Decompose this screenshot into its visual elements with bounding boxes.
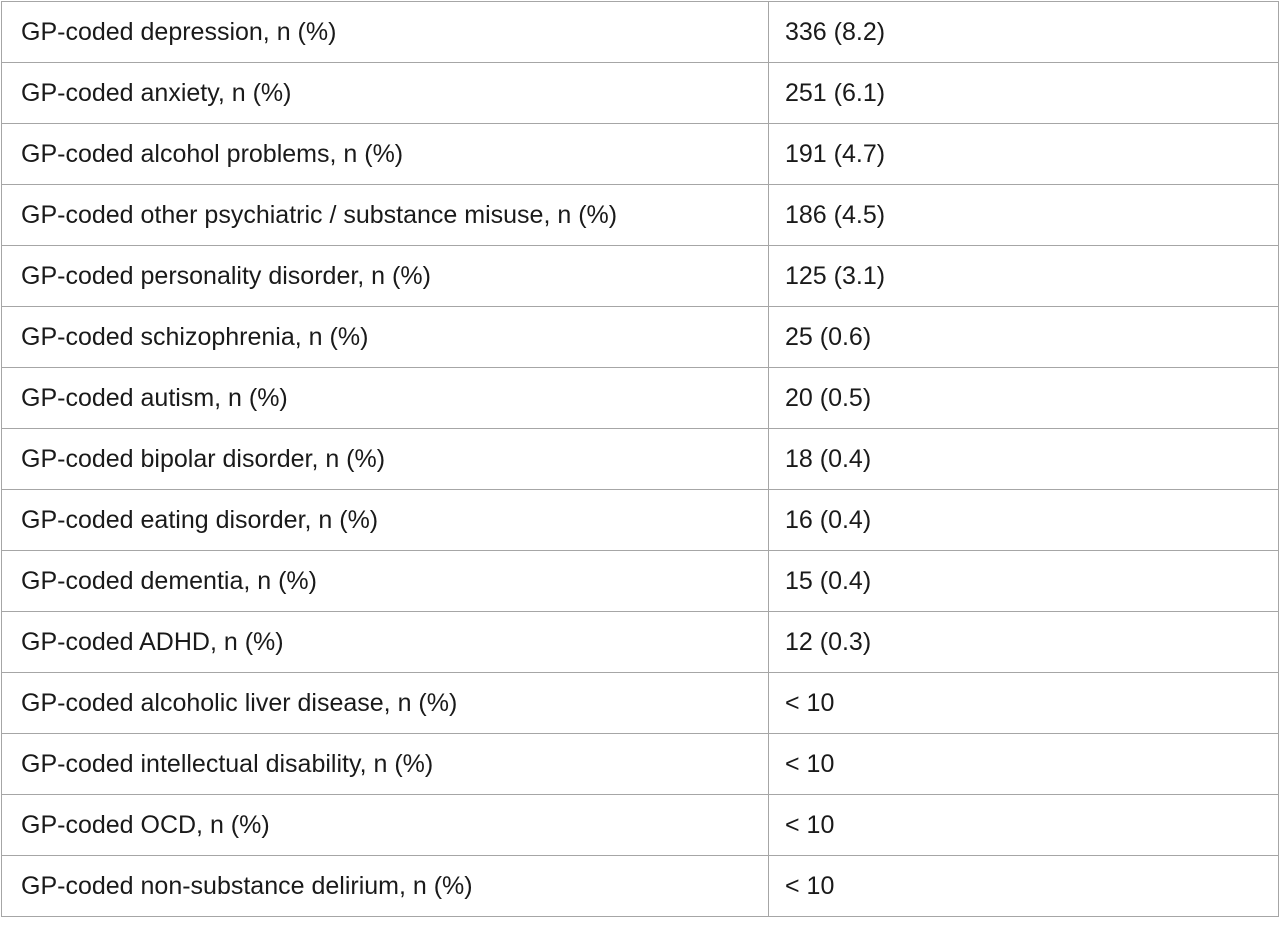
table-row [2,63,1279,124]
row-label: GP-coded ADHD, n (%) [2,612,769,673]
row-value: < 10 [769,856,1279,917]
row-value: 186 (4.5) [769,185,1279,246]
table-row [2,612,1279,673]
row-label: GP-coded schizophrenia, n (%) [2,307,769,368]
row-label: GP-coded bipolar disorder, n (%) [2,429,769,490]
table-row [2,856,1279,917]
row-label: GP-coded autism, n (%) [2,368,769,429]
row-label: GP-coded depression, n (%) [2,2,769,63]
row-value: 12 (0.3) [769,612,1279,673]
row-value: 25 (0.6) [769,307,1279,368]
table-row [2,368,1279,429]
row-value: 336 (8.2) [769,2,1279,63]
row-value: 16 (0.4) [769,490,1279,551]
row-label: GP-coded intellectual disability, n (%) [2,734,769,795]
table-row [2,551,1279,612]
row-label: GP-coded non-substance delirium, n (%) [2,856,769,917]
table-row [2,307,1279,368]
row-label: GP-coded other psychiatric / substance misuse, n (%) [2,185,769,246]
row-value: < 10 [769,795,1279,856]
row-value: 251 (6.1) [769,63,1279,124]
row-label: GP-coded personality disorder, n (%) [2,246,769,307]
table-row [2,673,1279,734]
row-value: 125 (3.1) [769,246,1279,307]
row-value: < 10 [769,673,1279,734]
row-value: 191 (4.7) [769,124,1279,185]
table-row [2,490,1279,551]
diagnosis-table [1,1,1279,917]
table-row [2,2,1279,63]
row-label: GP-coded anxiety, n (%) [2,63,769,124]
row-value: 15 (0.4) [769,551,1279,612]
table-row [2,429,1279,490]
table-body [2,2,1279,917]
row-label: GP-coded eating disorder, n (%) [2,490,769,551]
table-row [2,185,1279,246]
table-row [2,246,1279,307]
table-row [2,795,1279,856]
row-label: GP-coded OCD, n (%) [2,795,769,856]
table-row [2,734,1279,795]
row-value: < 10 [769,734,1279,795]
row-value: 20 (0.5) [769,368,1279,429]
row-label: GP-coded dementia, n (%) [2,551,769,612]
row-value: 18 (0.4) [769,429,1279,490]
row-label: GP-coded alcohol problems, n (%) [2,124,769,185]
table-row [2,124,1279,185]
row-label: GP-coded alcoholic liver disease, n (%) [2,673,769,734]
